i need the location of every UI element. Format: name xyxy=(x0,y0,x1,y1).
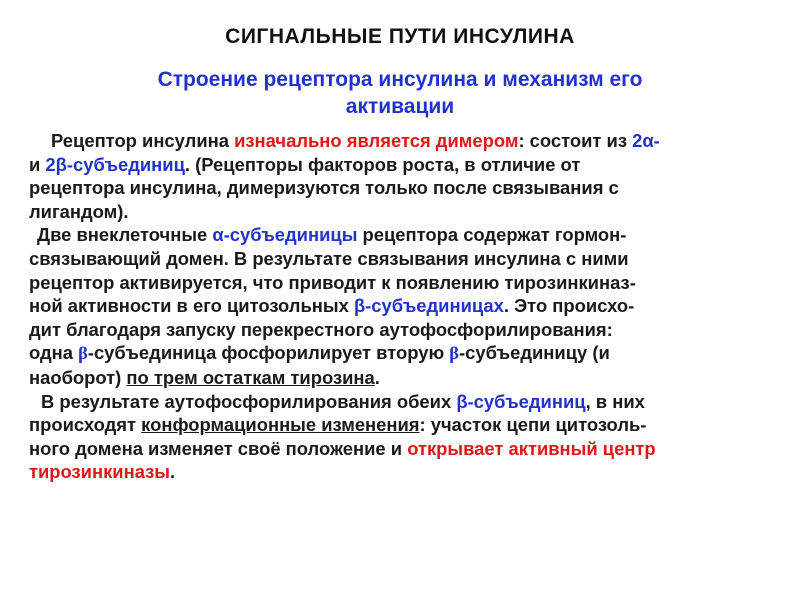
highlight-red: тирозинкиназы xyxy=(29,461,171,483)
paragraph-2-line-1 xyxy=(29,223,789,247)
paragraph-2-line-4 xyxy=(29,294,789,318)
subtitle-line-2: активации xyxy=(345,95,455,118)
highlight-blue: α-субъединицы xyxy=(212,224,358,246)
page-title: СИГНАЛЬНЫЕ ПУТИ ИНСУЛИНА xyxy=(225,25,575,48)
highlight-blue: β-субъединиц xyxy=(456,390,586,412)
paragraph-1-line-4: лигандом). xyxy=(29,200,129,222)
text-run: ного домена изменяет своё положение и xyxy=(29,437,408,459)
paragraph-2-line-3: рецептор активируется, что приводит к появлению тирозинкиназ- xyxy=(29,271,636,293)
text-run: . (Рецепторы факторов роста, в отличие от xyxy=(184,153,581,175)
body-text xyxy=(29,129,789,484)
text-run: . xyxy=(170,461,176,483)
text-run: наоборот) xyxy=(29,366,127,388)
highlight-blue: 2α- xyxy=(632,130,660,151)
text-run: -субъединица фосфорилирует вторую xyxy=(87,342,450,364)
text-run: В результате аутофосфорилирования обеих xyxy=(41,390,457,412)
text-run: , в них xyxy=(585,390,645,412)
text-run: происходят xyxy=(29,414,142,436)
paragraph-1-line-2 xyxy=(29,153,789,177)
text-run: и xyxy=(29,153,46,175)
highlight-blue: 2β-субъединиц xyxy=(45,153,185,175)
subtitle-line-1: Строение рецептора инсулина и механизм его xyxy=(157,68,643,91)
highlight-blue: β-субъединицах xyxy=(353,295,504,317)
text-run: : состоит из xyxy=(518,130,633,151)
text-run: рецептора содержат гормон- xyxy=(357,224,627,246)
paragraph-3-line-4 xyxy=(29,460,789,484)
paragraph-2-line-7 xyxy=(29,366,789,390)
paragraph-2-line-2: связывающий домен. В результате связывания инсулина с ними xyxy=(29,247,629,269)
text-run: Рецептор инсулина xyxy=(51,130,235,151)
beta-symbol: β xyxy=(449,343,459,364)
highlight-red: открывает активный центр xyxy=(407,437,656,459)
highlight-red: изначально является димером xyxy=(234,130,519,151)
subtitle xyxy=(60,66,740,120)
underlined-text: по трем остаткам тирозина xyxy=(126,366,375,388)
text-run: : участок цепи цитозоль- xyxy=(419,414,647,436)
text-run: -субъединицу (и xyxy=(458,342,610,364)
text-run: Две внеклеточные xyxy=(37,224,213,246)
text-run: ной активности в его цитозольных xyxy=(29,295,354,317)
text-run: . xyxy=(374,366,380,388)
text-run: одна xyxy=(29,342,79,364)
paragraph-3-line-1 xyxy=(29,390,789,414)
paragraph-2-line-5: дит благодаря запуску перекрестного аутофосфорилирования: xyxy=(29,318,613,340)
paragraph-1-line-1 xyxy=(29,129,789,153)
paragraph-3-line-3 xyxy=(29,437,789,461)
underlined-text: конформационные изменения xyxy=(141,414,420,436)
paragraph-1-line-3: рецептора инсулина, димеризуются только после связывания с xyxy=(29,177,619,199)
beta-symbol: β xyxy=(78,343,88,364)
paragraph-2-line-6 xyxy=(29,341,789,366)
text-run: . Это происхо- xyxy=(503,295,635,317)
paragraph-3-line-2 xyxy=(29,413,789,437)
